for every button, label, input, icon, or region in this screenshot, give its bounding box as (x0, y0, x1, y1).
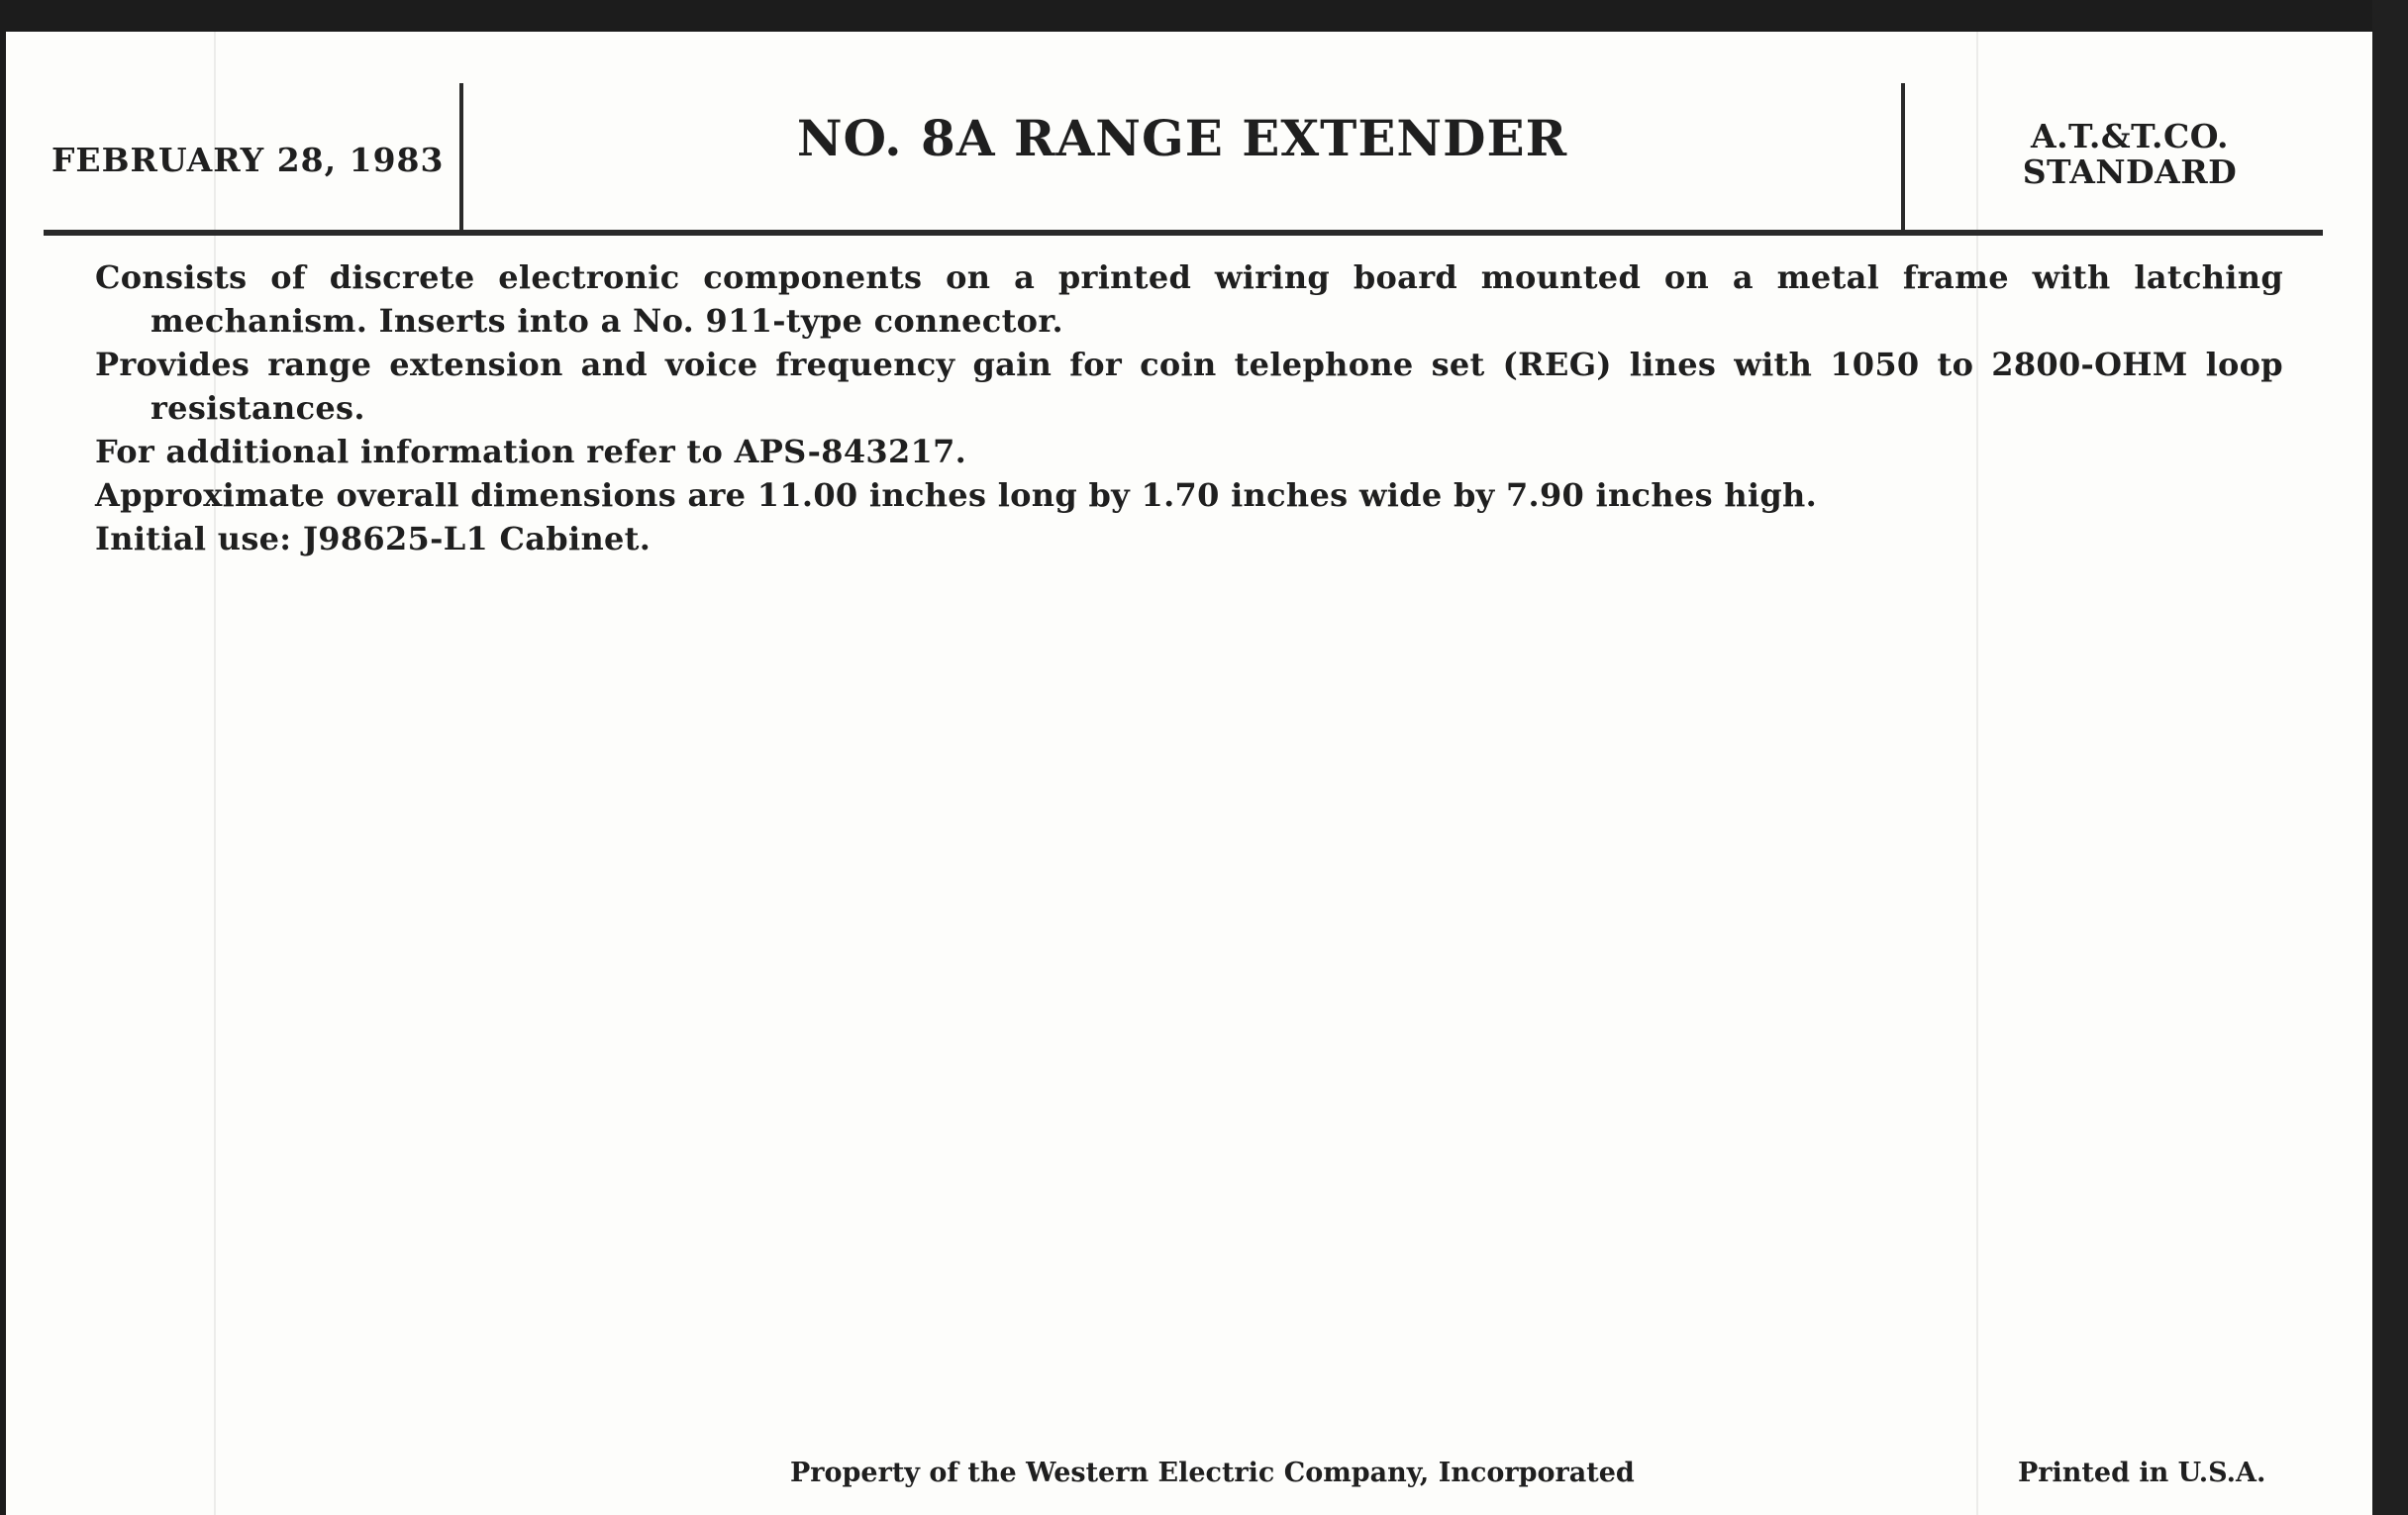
header-divider-right (1901, 83, 1905, 234)
description-paragraph: Approximate overall dimensions are 11.00 inches long by 1.70 inches wide by 7.90 inches high. (95, 476, 1818, 514)
guide-line-right (1976, 32, 1978, 1515)
description-paragraph: For additional information refer to APS-843217. (95, 433, 967, 470)
description-body (95, 255, 2283, 560)
page-title: NO. 8A RANGE EXTENDER (796, 109, 1568, 167)
specification-card (6, 32, 2372, 1515)
scan-border (2372, 0, 2408, 1515)
standard-label-line1: A.T.&T.CO. (2030, 117, 2230, 155)
footer-printed-notice: Printed in U.S.A. (2018, 1458, 2266, 1488)
description-paragraph: Consists of discrete electronic components on a printed wiring board mounted on a metal frame with latching mechanism. Inserts into a No. 911-type connector. (95, 258, 2283, 340)
header-rule (44, 230, 2323, 236)
header-date: FEBRUARY 28, 1983 (51, 141, 445, 179)
description-paragraph: Provides range extension and voice frequency gain for coin telephone set (REG) lines with 1050 to 2800-OHM loop resistances. (95, 346, 2283, 427)
guide-line-left (214, 32, 216, 1515)
footer-property-notice: Property of the Western Electric Company, Incorporated (790, 1458, 1635, 1488)
standard-label (1986, 119, 2273, 190)
description-paragraph: Initial use: J98625-L1 Cabinet. (95, 520, 652, 557)
standard-label-line2: STANDARD (2022, 152, 2238, 191)
